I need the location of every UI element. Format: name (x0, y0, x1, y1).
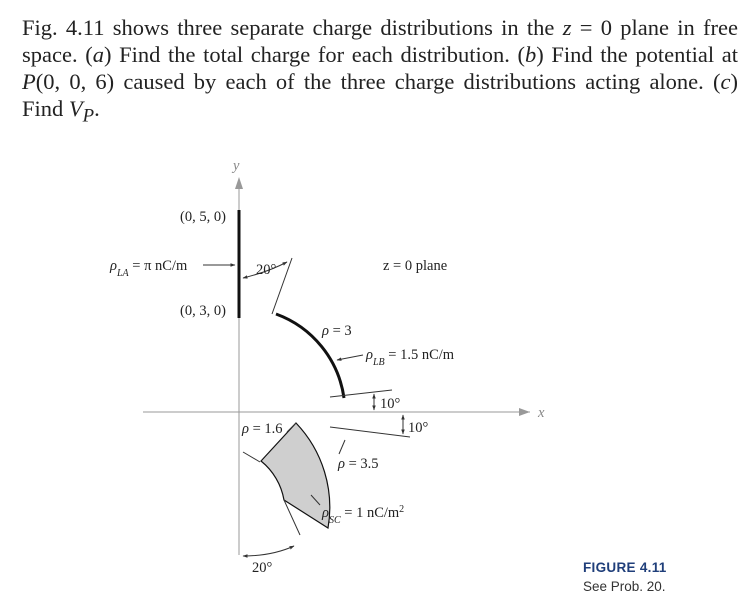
z0-plane-label: z = 0 plane (383, 258, 448, 274)
rho-lb-arrow (337, 355, 363, 360)
figure-caption (583, 558, 667, 596)
angle-20-top-label: 20° (256, 262, 277, 278)
surface-charge-sc (261, 423, 330, 528)
problem-statement: Fig. 4.11 shows three separate charge distributions in the z = 0 plane in free space. (a) Find the total charge for each distribution. (b) Find the potential at P(0, 0, 6) caused by each of the three charge distributions acting alone. (c) Find $V_P$. (22, 15, 739, 127)
rho-35-leader (339, 440, 345, 454)
angle-10-a-label: 10° (380, 396, 401, 412)
angle-20-bottom-arc (243, 546, 294, 556)
rho-35-label: ρ = 3.5 (338, 456, 379, 472)
radial-line-lower-left (243, 452, 260, 462)
figure-number: FIGURE 4.11 (583, 560, 667, 575)
rho-sc-label: $\rho_{SC} = 1$ $nC/m^2$ (322, 503, 405, 526)
angle-10-b-label: 10° (408, 420, 429, 436)
x-axis-arrowhead (519, 408, 530, 416)
x-axis-label: x (538, 405, 545, 421)
rho-la-label: $\rho_{LA} = \pi$ nC/m (110, 258, 188, 279)
point-0-5-0-label: (0, 5, 0) (180, 209, 226, 225)
figure-reference: See Prob. 20. (583, 579, 666, 594)
rho-3-label: ρ = 3 (322, 323, 352, 339)
y-axis-label: y (233, 158, 240, 174)
y-axis-arrowhead (235, 177, 243, 189)
angle-20-bottom-label: 20° (252, 560, 273, 576)
point-0-3-0-label: (0, 3, 0) (180, 303, 226, 319)
rho-lb-label: $\rho_{LB} = 1.5$ nC/m (366, 347, 455, 368)
rho-16-label: ρ = 1.6 (242, 421, 283, 437)
radial-line-10-below (330, 427, 410, 437)
